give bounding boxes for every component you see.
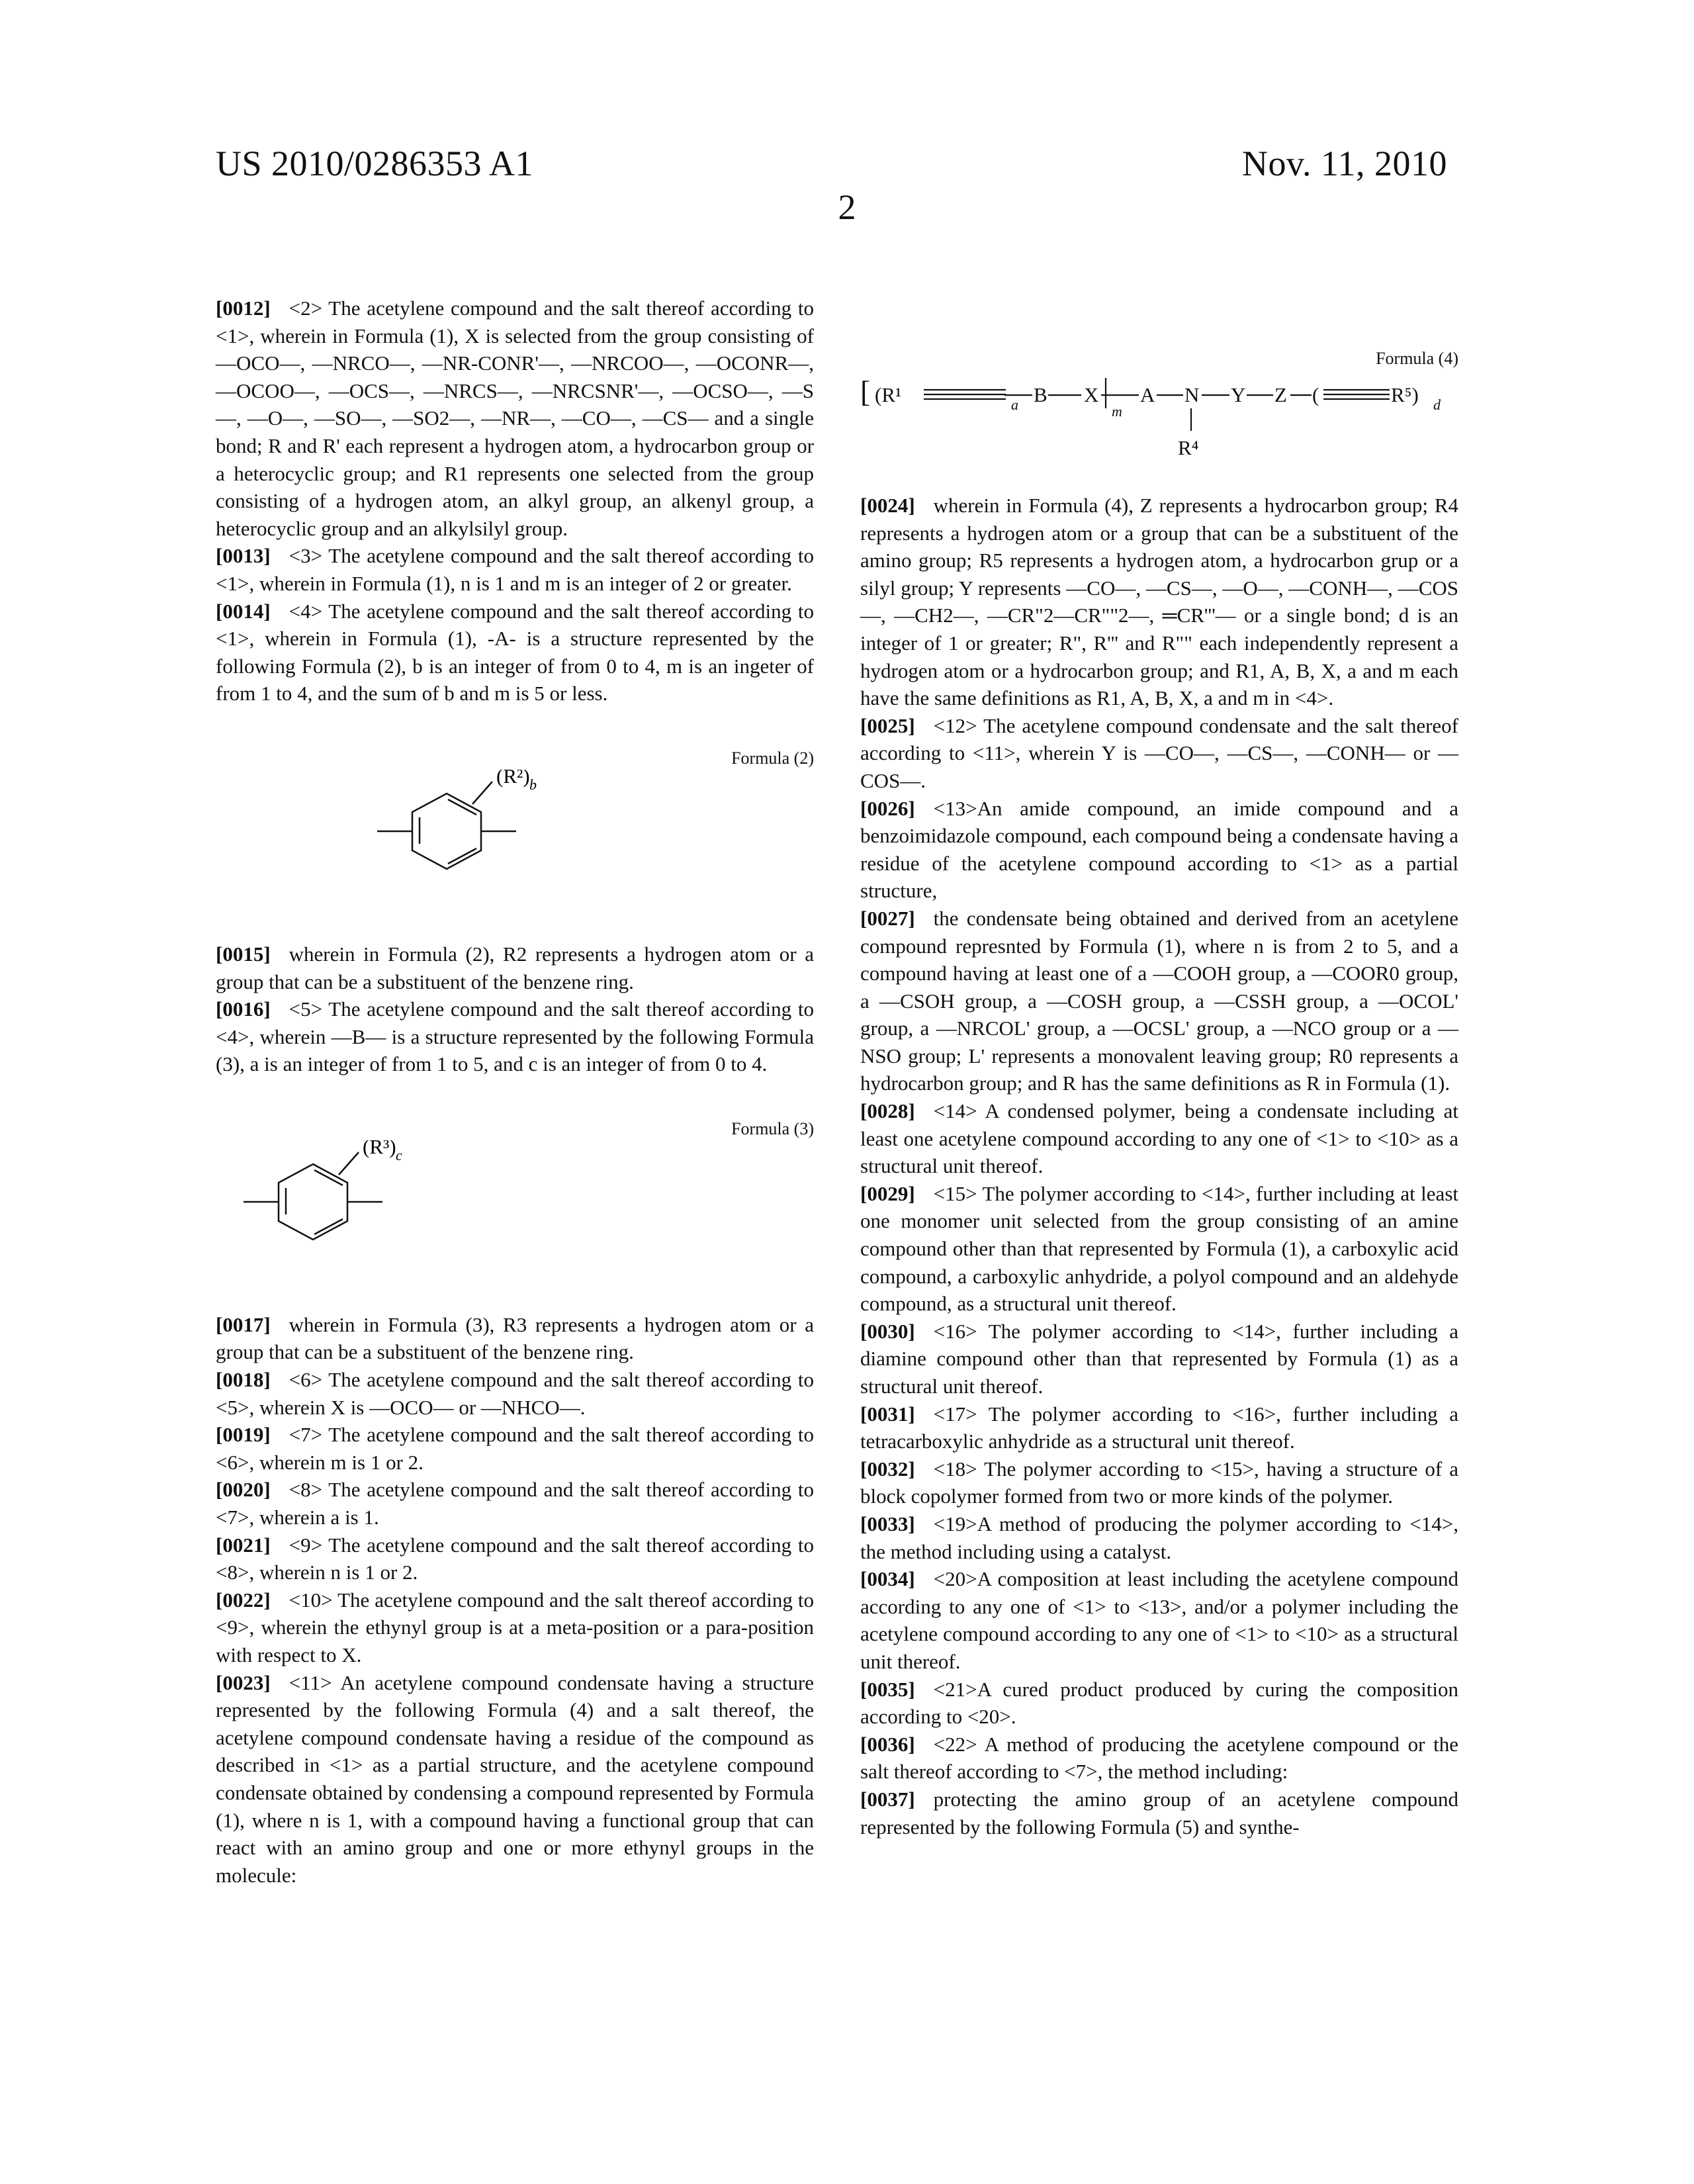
formula-3-substituent: (R³) [363,1140,396,1158]
paragraph [860,1786,1458,1841]
paragraph-number: [0027] [860,907,915,930]
paragraph-text: <6> The acetylene compound and the salt thereof according to <5>, wherein X is —OCO— or —NHCO—. [216,1368,814,1419]
paragraph [216,295,814,542]
paragraph-number: [0033] [860,1512,915,1535]
paragraph-text: wherein in Formula (3), R3 represents a hydrogen atom or a group that can be a substituent of the benzene ring. [216,1313,814,1364]
paragraph-number: [0017] [216,1313,271,1336]
paragraph [860,492,1458,712]
paragraph-text: <12> The acetylene compound condensate and the salt thereof according to <11>, wherein Y is —CO—, —CS—, —CONH— or —COS—. [860,714,1458,792]
paragraph-number: [0019] [216,1423,271,1446]
patent-number: US 2010/0286353 A1 [216,143,533,184]
paragraph-number: [0015] [216,942,271,966]
paragraph-number: [0031] [860,1402,915,1426]
formula-4-z: Z [1274,383,1287,406]
paragraph [860,1565,1458,1675]
paragraph-number: [0021] [216,1533,271,1557]
paragraph-text: <4> The acetylene compound and the salt thereof according to <1>, wherein in Formula (1), -A- is a structure represented by the following Formula (2), b is an integer of from 0 to 4, m is an ingeter of from 1 to 4, and the sum of b and m is 5 or less. [216,600,814,705]
paragraph-text: <15> The polymer according to <14>, further including at least one monomer unit selected from the group consisting of an amine compound other than that represented by Formula (1), a carboxylic acid compound, a carboxylic anhydride, a polyol compound and an aldehyde compound, as a structural unit thereof. [860,1182,1458,1315]
paragraph-text: <10> The acetylene compound and the salt thereof according to <9>, wherein the ethynyl group is at a meta-position or a para-position with respect to X. [216,1588,814,1666]
paragraph-text: <2> The acetylene compound and the salt thereof according to <1>, wherein in Formula (1), X is selected from the group consisting of —OCO—, —NRCO—, —NR-CONR'—, —NRCOO—, —OCONR—, —OCOO—, —OCS—, —NRCS—, —NRCSNR'—, —OCSO—, —S—, —O—, —SO—, —SO2—, —NR—, —CO—, —CS— and a single bond; R and R' each represent a hydrogen atom, a hydrocarbon group or a heterocyclic group; and R1 represents one selected from the group consisting of a hydrogen atom, an alkyl group, an alkenyl group, a heterocyclic group and an alkylsilyl group. [216,296,814,540]
right-column [860,295,1458,1841]
paragraph-text: <8> The acetylene compound and the salt thereof according to <7>, wherein a is 1. [216,1478,814,1529]
formula-4-label: Formula (4) [860,347,1458,370]
paragraph-text: <13>An amide compound, an imide compound and a benzoimidazole compound, each compound being a condensate having a residue of the acetylene compound according to <1> as a partial structure, [860,797,1458,903]
formula-4-m-index: m [1112,403,1122,420]
formula-4-open-paren: ( [1312,383,1319,406]
paragraph-text: wherein in Formula (2), R2 represents a hydrogen atom or a group that can be a substituent of the benzene ring. [216,942,814,993]
paragraph-number: [0014] [216,600,271,623]
paragraph-text: <5> The acetylene compound and the salt thereof according to <4>, wherein —B— is a structure represented by the following Formula (3), a is an integer of from 1 to 5, and c is an integer of from 0 to 4. [216,997,814,1075]
paragraph-number: [0034] [860,1567,915,1590]
paragraph [216,1531,814,1586]
paragraph [860,1180,1458,1318]
paragraph-text: protecting the amino group of an acetylene compound represented by the following Formula (5) and synthe- [860,1788,1458,1839]
paragraph-text: <19>A method of producing the polymer according to <14>, the method including using a catalyst. [860,1512,1458,1563]
paragraph [860,905,1458,1097]
paragraph-text: <3> The acetylene compound and the salt thereof according to <1>, wherein in Formula (1), n is 1 and m is an integer of 2 or greater. [216,544,814,595]
paragraph-text: <21>A cured product produced by curing the composition according to <20>. [860,1678,1458,1729]
paragraph-number: [0018] [216,1368,271,1391]
paragraph [860,1400,1458,1455]
paragraph [216,1586,814,1669]
paragraph-text: wherein in Formula (4), Z represents a hydrocarbon group; R4 represents a hydrogen atom or a group that can be a substituent of the amino group; R5 represents a hydrogen atom, a hydrocarbon grup or a silyl group; Y represents —CO—, —CS—, —O—, —CONH—, —COS—, —CH2—, —CR"2—CR""2—, ═CR'''— or a single bond; d is an integer of 1 or greater; R", R''' and R"" each independently represent a hydrogen atom or a hydrocarbon group; and R1, A, B, X, a and m each have the same definitions as R1, A, B, X, a and m in <4>. [860,494,1458,709]
paragraph [216,940,814,995]
paragraph [216,1421,814,1476]
paragraph-text: <22> A method of producing the acetylene compound or the salt thereof according to <7>, the method including: [860,1733,1458,1784]
paragraph [860,795,1458,905]
formula-2-benzene-ring [216,770,814,922]
paragraph-number: [0032] [860,1457,915,1480]
paragraph-number: [0035] [860,1678,915,1701]
paragraph-text: <16> The polymer according to <14>, further including a diamine compound other than that represented by Formula (1) as a structural unit thereof. [860,1320,1458,1398]
formula-4-n: N [1184,383,1199,406]
paragraph-number: [0016] [216,997,271,1021]
formula-3-index: c [396,1147,402,1163]
paragraph-text: the condensate being obtained and derived from an acetylene compound represnted by Formula (1), where n is from 2 to 5, and a compound having at least one of a —COOH group, a —COOR0 group, a —CSOH group, a —COSH group, a —CSSH group, a —OCOL' group, a —NRCOL' group, a —OCSL' group, a —NCO group or a —NSO group; L' represents a monovalent leaving group; R0 represents a hydrocarbon group; and R has the same definitions as R in Formula (1). [860,907,1458,1095]
paragraph [216,1311,814,1366]
paragraph-text: <9> The acetylene compound and the salt thereof according to <8>, wherein n is 1 or 2. [216,1533,814,1584]
paragraph [860,1731,1458,1786]
paragraph-text: <18> The polymer according to <15>, having a structure of a block copolymer formed from two or more kinds of the polymer. [860,1457,1458,1508]
paragraph-text: <14> A condensed polymer, being a condensate including at least one acetylene compound according to any one of <1> to <10> as a structural unit thereof. [860,1099,1458,1177]
paragraph-text: <20>A composition at least including the acetylene compound according to any one of <1> to <13>, and/or a polymer including the acetylene compound according to any one of <1> to <10> as a structural unit thereof. [860,1567,1458,1673]
paragraph [216,1669,814,1889]
formula-4-b: B [1034,383,1048,406]
paragraph-number: [0022] [216,1588,271,1612]
formula-3-benzene-ring [216,1140,814,1293]
paragraph-number: [0020] [216,1478,271,1501]
formula-4-a: A [1140,383,1155,406]
formula-2-substituent: (R²) [496,770,530,788]
paragraph-text: <11> An acetylene compound condensate having a structure represented by the following Formula (4) and a salt thereof, the acetylene compound condensate having a residue of the compound as described in <1> as a partial structure, and the acetylene compound condensate obtained by condensing a compound represented by Formula (1), where n is 1, with a compound having a functional group that can react with an amino group and one or more ethynyl groups in the molecule: [216,1671,814,1887]
left-column [216,295,814,1889]
paragraph-number: [0037] [860,1788,915,1811]
paragraph-number: [0023] [216,1671,271,1694]
paragraph [860,1510,1458,1565]
formula-4-x: X [1084,383,1098,406]
paragraph [216,1476,814,1531]
paragraph [216,995,814,1078]
paragraph-text: <17> The polymer according to <16>, further including a tetracarboxylic anhydride as a structural unit thereof. [860,1402,1458,1453]
formula-2-index: b [529,776,537,793]
paragraph-number: [0030] [860,1320,915,1343]
paragraph [860,712,1458,795]
paragraph-number: [0024] [860,494,915,517]
formula-4-structure [860,370,1458,482]
paragraph-text: <7> The acetylene compound and the salt thereof according to <6>, wherein m is 1 or 2. [216,1423,814,1474]
paragraph-number: [0036] [860,1733,915,1756]
paragraph-number: [0025] [860,714,915,737]
paragraph [860,1676,1458,1731]
formula-4-r1: (R¹ [875,383,901,406]
formula-2-label: Formula (2) [216,747,814,770]
paragraph-number: [0029] [860,1182,915,1205]
paragraph [216,542,814,597]
formula-4-d-index: d [1433,396,1441,413]
formula-4-r5: R⁵) [1391,383,1419,406]
paragraph-number: [0013] [216,544,271,567]
formula-4-r4: R⁴ [1178,436,1198,459]
paragraph-number: [0012] [216,296,271,320]
paragraph-number: [0026] [860,797,915,820]
publication-date: Nov. 11, 2010 [1242,143,1447,184]
paragraph [216,1366,814,1421]
formula-4-y: Y [1231,383,1245,406]
paragraph [860,1455,1458,1510]
paragraph [860,1097,1458,1180]
formula-4-bracket: [ [860,375,870,408]
formula-4-a-index: a [1011,396,1018,413]
formula-3-label: Formula (3) [216,1118,814,1140]
paragraph-number: [0028] [860,1099,915,1122]
page-number: 2 [0,187,1694,228]
paragraph [860,1318,1458,1400]
paragraph [216,598,814,707]
